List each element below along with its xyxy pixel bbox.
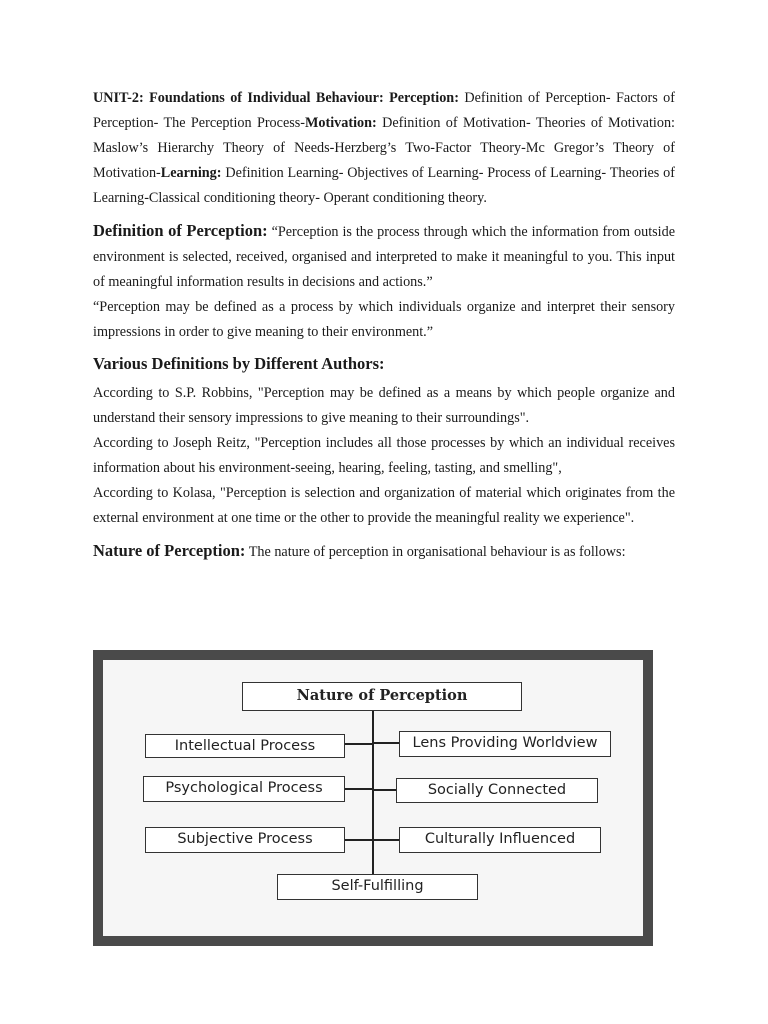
unit-label: UNIT-2: xyxy=(93,90,144,106)
authors-heading: Various Definitions by Different Authors: xyxy=(93,354,385,373)
nature-paragraph xyxy=(93,538,675,565)
motivation-label: Motivation: xyxy=(305,115,377,131)
connector-vertical xyxy=(372,711,374,878)
unit-syllabus xyxy=(93,86,675,211)
connector-left-1 xyxy=(345,743,373,745)
learning-label: Learning: xyxy=(160,165,222,181)
box-psychological-process: Psychological Process xyxy=(143,776,345,802)
perception-topics: Definition of Perception- Factors of Perception- The Perception Process- xyxy=(93,90,675,131)
connector-right-1 xyxy=(373,742,399,744)
perception-label: Perception: xyxy=(389,90,459,106)
definition-text-2: “Perception may be defined as a process by which individuals organize and interpret their sensory impressions in order to give meaning to their environment.” xyxy=(93,299,675,340)
connector-left-3 xyxy=(345,839,373,841)
unit-title: Foundations of Individual Behaviour: xyxy=(149,90,384,106)
nature-text: The nature of perception in organisational behaviour is as follows: xyxy=(248,544,626,560)
definition-paragraph xyxy=(93,218,675,295)
box-subjective-process: Subjective Process xyxy=(145,827,345,853)
connector-left-2 xyxy=(345,788,373,790)
diagram-canvas xyxy=(103,660,643,936)
learning-topics: Definition Learning- Objectives of Learning- Process of Learning- Theories of Learning-Classical conditioning theory- Operant conditioning theory. xyxy=(93,165,675,206)
diagram-title-box: Nature of Perception xyxy=(242,682,522,711)
box-culturally-influenced: Culturally Influenced xyxy=(399,827,601,853)
box-intellectual-process: Intellectual Process xyxy=(145,734,345,758)
motivation-topics: Definition of Motivation- Theories of Motivation: Maslow’s Hierarchy Theory of Needs-Herzberg’s Two-Factor Theory-Mc Gregor’s Theory of Motivation- xyxy=(93,115,675,181)
robbins-definition: According to S.P. Robbins, "Perception may be defined as a means by which people organize and understand their sensory impressions to give meaning to their surroundings". xyxy=(93,385,675,426)
box-lens-providing-worldview: Lens Providing Worldview xyxy=(399,731,611,757)
document-body xyxy=(93,86,675,565)
nature-of-perception-diagram xyxy=(93,650,653,946)
kolasa-definition: According to Kolasa, "Perception is selection and organization of material which originates from the external environment at one time or the other to provide the meaningful reality we experience". xyxy=(93,485,675,526)
nature-heading: Nature of Perception: xyxy=(93,541,246,560)
box-socially-connected: Socially Connected xyxy=(396,778,598,803)
box-self-fulfilling: Self-Fulfilling xyxy=(277,874,478,900)
reitz-definition: According to Joseph Reitz, "Perception includes all those processes by which an individual receives information about his environment-seeing, hearing, feeling, tasting, and smelling", xyxy=(93,435,675,476)
connector-right-3 xyxy=(373,839,399,841)
definition-text-1: “Perception is the process through which the information from outside environment is selected, received, organised and interpreted to make it meaningful to you. This input of meaningful information results in decisions and actions.” xyxy=(93,224,675,290)
definition-heading: Definition of Perception: xyxy=(93,221,268,240)
